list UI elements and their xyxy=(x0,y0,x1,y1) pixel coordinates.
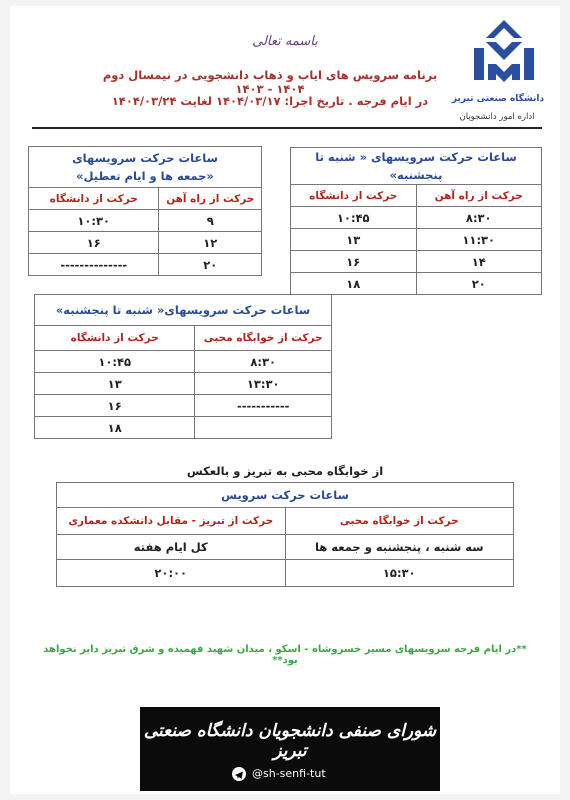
invocation-text: باسمه تعالی xyxy=(252,34,318,49)
column-header: حرکت از دانشگاه xyxy=(291,185,417,207)
telegram-icon xyxy=(232,767,246,781)
column-header: حرکت از دانشگاه xyxy=(29,188,159,210)
table-cell: ۱۴ xyxy=(416,251,542,273)
caption-line: «جمعه ها و ایام تعطیل» xyxy=(76,169,214,183)
header-divider xyxy=(32,127,542,129)
column-header: حرکت از تبریز - مقابل دانشکده معماری xyxy=(57,508,286,535)
table-cell: ۱۰:۴۵ xyxy=(291,207,417,229)
department-name: اداره امور دانشجویان xyxy=(459,112,535,122)
university-name: دانشگاه صنعتی تبریز xyxy=(451,94,545,104)
city-service-table xyxy=(56,482,514,587)
table-cell: سه شنبه ، پنجشنبه و جمعه ها xyxy=(285,535,514,560)
table-cell: ۲۰ xyxy=(416,273,542,295)
table-cell: -------------- xyxy=(29,254,159,276)
column-header: حرکت از خوابگاه محبی xyxy=(195,326,332,351)
dorm-weekday-table xyxy=(34,294,332,439)
table-cell: ۲۰ xyxy=(159,254,262,276)
table-cell: ----------- xyxy=(195,395,332,417)
table-cell: کل ایام هفته xyxy=(57,535,286,560)
table-cell: ۱۳ xyxy=(291,229,417,251)
table-cell: ۱۶ xyxy=(29,232,159,254)
table-caption: ساعات حرکت سرویسهای« شنبه تا پنجشنبه» xyxy=(35,295,332,326)
schedule-title-line1: برنامه سرویس های ایاب و ذهاب دانشجویی در نیمسال دوم ۱۴۰۴ - ۱۴۰۳ xyxy=(102,68,438,96)
table-cell: ۱۰:۴۵ xyxy=(35,351,195,373)
table-cell: ۱۶ xyxy=(35,395,195,417)
table-cell: ۹ xyxy=(159,210,262,232)
channel-handle: @sh-senfi-tut xyxy=(252,767,326,780)
column-header: حرکت از خوابگاه محبی xyxy=(285,508,514,535)
service-note: **در ایام فرجه سرویسهای مسیر خسروشاه - اسکو ، میدان شهید فهمیده و شرق تبریز دایر نخواهد بود** xyxy=(43,644,527,666)
column-header: حرکت از راه آهن xyxy=(159,188,262,210)
footer-banner xyxy=(140,707,440,791)
table-cell: ۱۳:۳۰ xyxy=(195,373,332,395)
table-cell: ۱۸ xyxy=(35,417,195,439)
council-name: شورای صنفی دانشجویان دانشگاه صنعتی تبریز xyxy=(143,721,437,761)
table-cell: ۱۵:۳۰ xyxy=(285,560,514,587)
table-cell xyxy=(195,417,332,439)
caption-line: ساعات حرکت سرویسهای xyxy=(72,151,218,165)
table-cell: ۱۲ xyxy=(159,232,262,254)
table-cell: ۸:۳۰ xyxy=(416,207,542,229)
table-cell: ۲۰:۰۰ xyxy=(57,560,286,587)
column-header: حرکت از دانشگاه xyxy=(35,326,195,351)
table-cell: ۱۶ xyxy=(291,251,417,273)
table-cell: ۱۱:۳۰ xyxy=(416,229,542,251)
table-caption: ساعات حرکت سرویسهای « شنبه تا پنجشنبه» xyxy=(291,148,542,185)
column-header: حرکت از راه آهن xyxy=(416,185,542,207)
table-cell: ۱۰:۳۰ xyxy=(29,210,159,232)
rail-weekday-table xyxy=(290,147,542,295)
section-heading: از خوابگاه محبی به تبریز و بالعکس xyxy=(186,464,384,478)
rail-weekend-table xyxy=(28,146,262,276)
university-logo xyxy=(466,18,542,86)
table-cell: ۱۸ xyxy=(291,273,417,295)
table-caption: ساعات حرکت سرویس xyxy=(57,483,514,508)
table-caption xyxy=(29,147,262,188)
table-cell: ۸:۳۰ xyxy=(195,351,332,373)
schedule-title-line2: در ایام فرجه . تاریخ اجرا: ۱۴۰۴/۰۳/۱۷ لغایت ۱۴۰۴/۰۳/۲۴ xyxy=(111,94,429,108)
table-cell: ۱۳ xyxy=(35,373,195,395)
